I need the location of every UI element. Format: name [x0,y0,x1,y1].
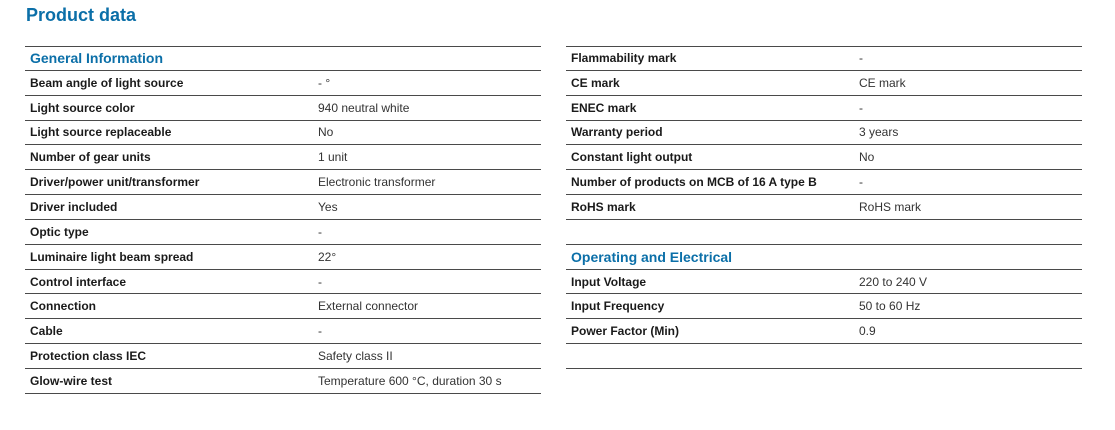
row-value: 0.9 [859,324,876,339]
row-label: Beam angle of light source [30,75,184,90]
row-label: RoHS mark [571,199,636,214]
row-value: - [318,224,322,239]
table-row [25,220,541,245]
table-row [25,121,541,146]
row-label: Number of gear units [30,150,151,165]
row-label: Light source replaceable [30,125,172,140]
row-label: Driver/power unit/transformer [30,175,200,190]
row-label: Warranty period [571,125,663,140]
row-label: Number of products on MCB of 16 A type B [571,175,817,190]
table-row [25,96,541,121]
table-row [566,96,1082,121]
row-label: CE mark [571,75,620,90]
section-title: Operating and Electrical [571,248,733,265]
row-value: Electronic transformer [318,175,436,190]
table-spacer [566,344,1082,369]
section-header-general-information [25,46,541,71]
row-value: - [318,274,322,289]
table-row [566,71,1082,96]
row-value: 220 to 240 V [859,274,928,289]
table-row [566,170,1082,195]
table-row [25,319,541,344]
table-row [566,270,1082,295]
table-row [566,46,1082,71]
table-row [566,195,1082,220]
row-label: Cable [30,324,63,339]
table-row [566,145,1082,170]
section-title: General Information [30,50,164,67]
row-label: Light source color [30,100,135,115]
table-row [25,294,541,319]
row-value: No [859,150,875,165]
row-label: ENEC mark [571,100,637,115]
table-row [25,270,541,295]
row-value: Temperature 600 °C, duration 30 s [318,373,502,388]
row-value: RoHS mark [859,199,922,214]
row-value: - [859,175,863,190]
row-value: - [859,51,863,66]
table-row [25,245,541,270]
compliance-and-electrical-table [566,46,1082,369]
row-value: Safety class II [318,349,393,364]
row-label: Glow-wire test [30,373,113,388]
row-label: Connection [30,299,96,314]
table-row [566,319,1082,344]
row-value: Yes [318,199,338,214]
row-label: Input Voltage [571,274,647,289]
row-label: Power Factor (Min) [571,324,680,339]
row-label: Control interface [30,274,127,289]
row-label: Protection class IEC [30,349,147,364]
row-value: No [318,125,334,140]
row-value: - ° [318,75,331,90]
row-label: Luminaire light beam spread [30,249,194,264]
table-row [25,195,541,220]
row-value: - [859,100,863,115]
table-row [25,344,541,369]
general-information-table [25,46,541,394]
table-row [25,170,541,195]
row-label: Constant light output [571,150,693,165]
table-row [566,121,1082,146]
row-value: 1 unit [318,150,348,165]
row-value: 22° [318,249,337,264]
row-label: Flammability mark [571,51,677,66]
table-row [25,145,541,170]
row-value: 50 to 60 Hz [859,299,921,314]
table-row [25,71,541,96]
row-value: CE mark [859,75,906,90]
row-value: External connector [318,299,419,314]
row-value: - [318,324,322,339]
row-label: Optic type [30,224,89,239]
row-value: 940 neutral white [318,100,410,115]
table-row [25,369,541,394]
section-header-operating-and-electrical [566,245,1082,270]
table-spacer [566,220,1082,245]
row-label: Driver included [30,199,118,214]
page-title: Product data [26,5,137,25]
row-value: 3 years [859,125,899,140]
table-row [566,294,1082,319]
row-label: Input Frequency [571,299,665,314]
